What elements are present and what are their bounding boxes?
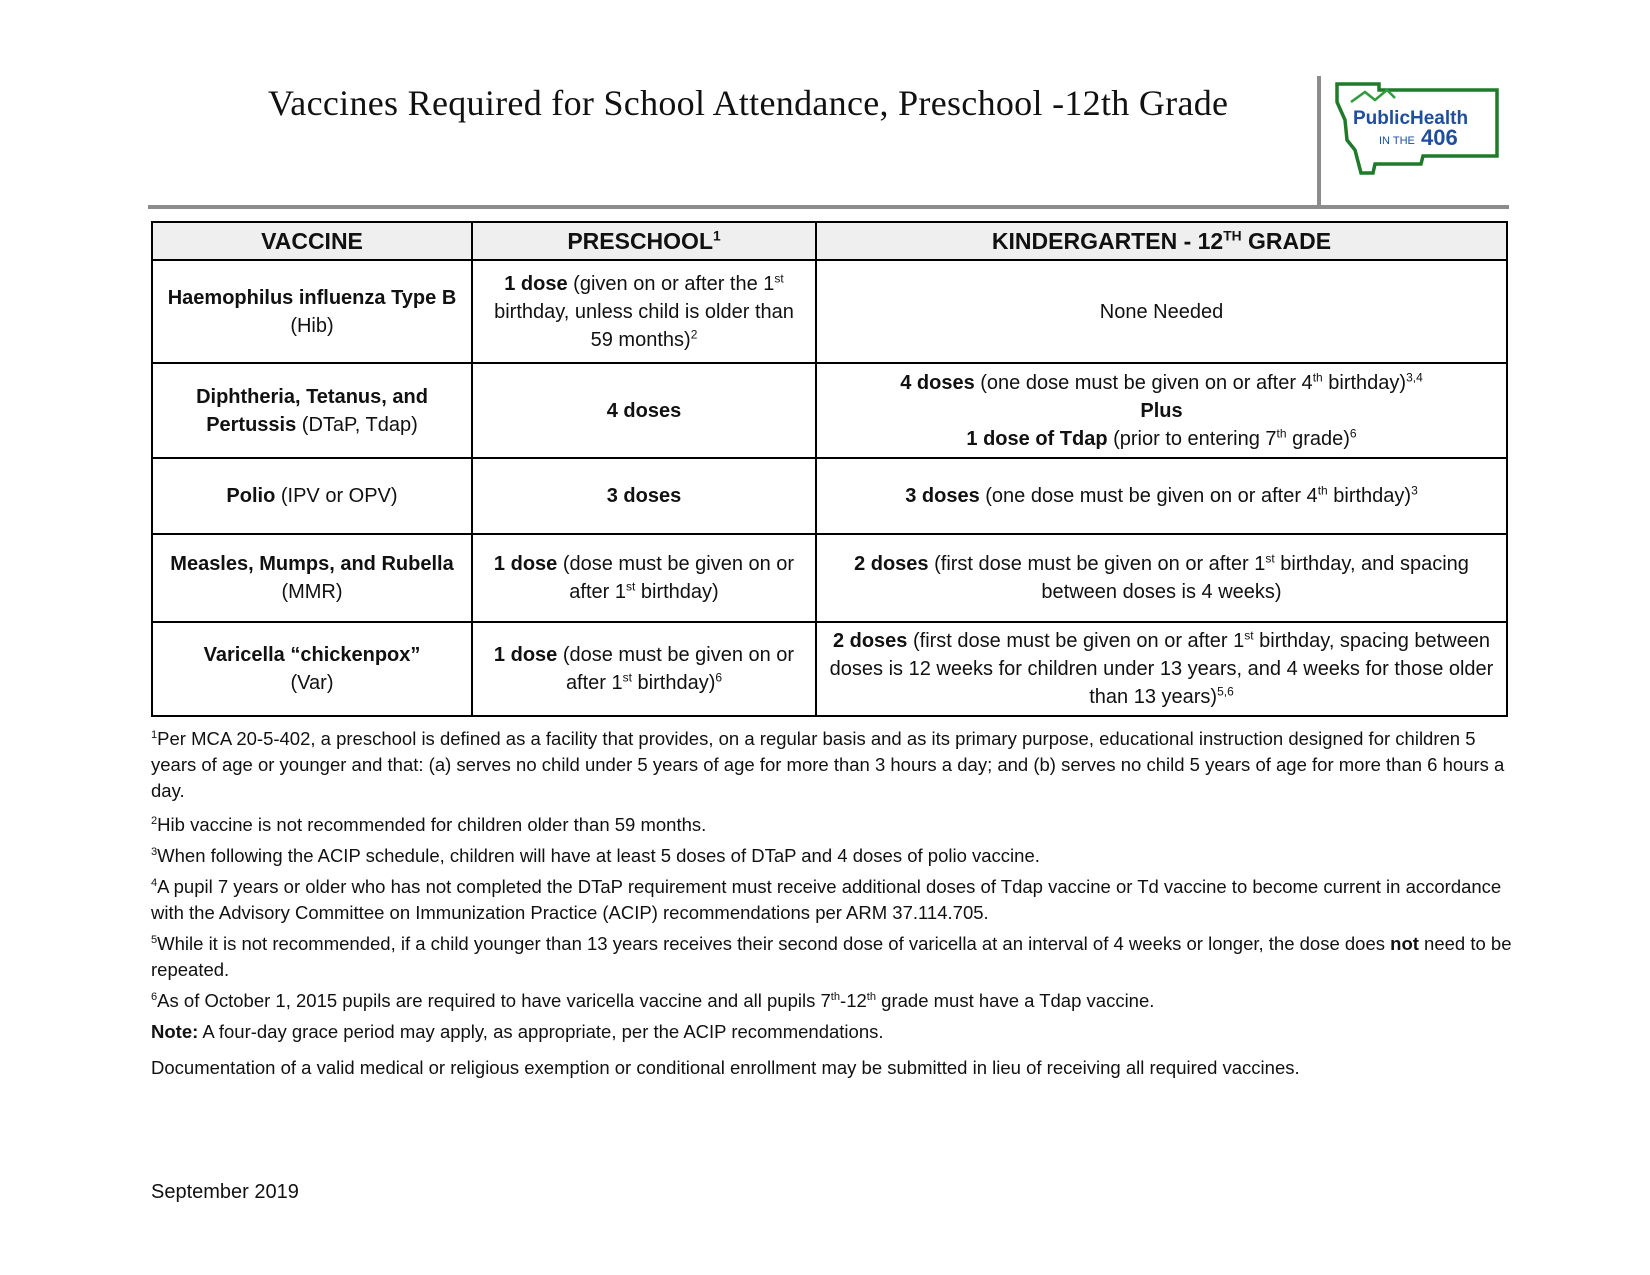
table-row xyxy=(152,458,1507,534)
vaccine-cell: Measles, Mumps, and Rubella (MMR) xyxy=(152,534,472,622)
preschool-cell: 1 dose (dose must be given on or after 1st birthday)$^6$ xyxy=(472,622,816,716)
preschool-cell: 1 dose (given on or after the 1st birthday, unless child is older than 59 months)$^2$ xyxy=(472,260,816,363)
logo-line2b: 406 xyxy=(1421,125,1458,150)
footnote-2: $^2$Hib vaccine is not recommended for children older than 59 months. xyxy=(151,814,707,835)
footnote-3: $^3$When following the ACIP schedule, children will have at least 5 doses of DTaP and 4 doses of polio vaccine. xyxy=(151,845,1040,866)
public-health-logo xyxy=(1333,80,1501,180)
header-vertical-divider xyxy=(1317,76,1321,208)
documentation-note: Documentation of a valid medical or religious exemption or conditional enrollment may be submitted in lieu of receiving all required vaccines. xyxy=(151,1057,1300,1078)
table-row xyxy=(152,260,1507,363)
vaccine-cell: Varicella “chickenpox” (Var) xyxy=(152,622,472,716)
table-header-row xyxy=(152,222,1507,260)
page-title: Vaccines Required for School Attendance, Preschool -12th Grade xyxy=(268,83,1229,123)
table-row xyxy=(152,622,1507,716)
k12-cell: None Needed xyxy=(816,260,1507,363)
logo-line1: PublicHealth xyxy=(1353,108,1469,129)
note: Note: A four-day grace period may apply, as appropriate, per the ACIP recommendations. xyxy=(151,1021,884,1042)
col-header-k12: KINDERGARTEN - 12TH GRADE xyxy=(816,222,1507,260)
footnote-6: $^6$As of October 1, 2015 pupils are required to have varicella vaccine and all pupils 7th-12th grade must have a Tdap vaccine. xyxy=(151,990,1155,1011)
logo-line2a: IN THE xyxy=(1379,135,1415,147)
vaccine-cell: Polio (IPV or OPV) xyxy=(152,458,472,534)
table-row xyxy=(152,534,1507,622)
footnote-4: $^4$A pupil 7 years or older who has not completed the DTaP requirement must receive additional doses of Tdap vaccine or Td vaccine to become current in accordance with the Advisory Committee on Immunization Practice (ACIP) recommendations per ARM 37.114.705. xyxy=(151,876,1502,923)
col-header-vaccine: VACCINE xyxy=(152,222,472,260)
preschool-cell: 1 dose (dose must be given on or after 1st birthday) xyxy=(472,534,816,622)
vaccine-cell: Diphtheria, Tetanus, and Pertussis (DTaP, Tdap) xyxy=(152,363,472,458)
k12-cell: 2 doses (first dose must be given on or after 1st birthday, and spacing between doses is 4 weeks) xyxy=(816,534,1507,622)
mountain-line-icon xyxy=(1351,90,1395,102)
footnote-5: $^5$While it is not recommended, if a child younger than 13 years receives their second dose of varicella at an interval of 4 weeks or longer, the dose does not need to be repeated. xyxy=(151,933,1512,980)
footnotes xyxy=(151,726,1521,1086)
k12-cell: 2 doses (first dose must be given on or after 1st birthday, spacing between doses is 12 weeks for children under 13 years, and 4 weeks for those older than 13 years)$^{5,6}$ xyxy=(816,622,1507,716)
footnote-1: $^1$Per MCA 20-5-402, a preschool is defined as a facility that provides, on a regular basis and as its primary purpose, educational instruction designed for children 5 years of age or younger and that: (a) serves no child under 5 years of age for more than 3 hours a day; and (b) serves no child 5 years of age for more than 6 hours a day. xyxy=(151,728,1505,801)
k12-cell: 4 doses (one dose must be given on or after 4th birthday)$^{3,4}$ Plus 1 dose of Tdap (prior to entering 7th grade)$^6$ xyxy=(816,363,1507,458)
vaccine-cell: Haemophilus influenza Type B (Hib) xyxy=(152,260,472,363)
footer-date: September 2019 xyxy=(151,1181,299,1203)
col-header-preschool: PRESCHOOL$^1$ xyxy=(472,222,816,260)
header-horizontal-divider xyxy=(148,205,1509,209)
k12-cell: 3 doses (one dose must be given on or after 4th birthday)$^3$ xyxy=(816,458,1507,534)
vaccine-requirements-table xyxy=(151,221,1508,717)
preschool-cell: 3 doses xyxy=(472,458,816,534)
table-row xyxy=(152,363,1507,458)
preschool-cell: 4 doses xyxy=(472,363,816,458)
